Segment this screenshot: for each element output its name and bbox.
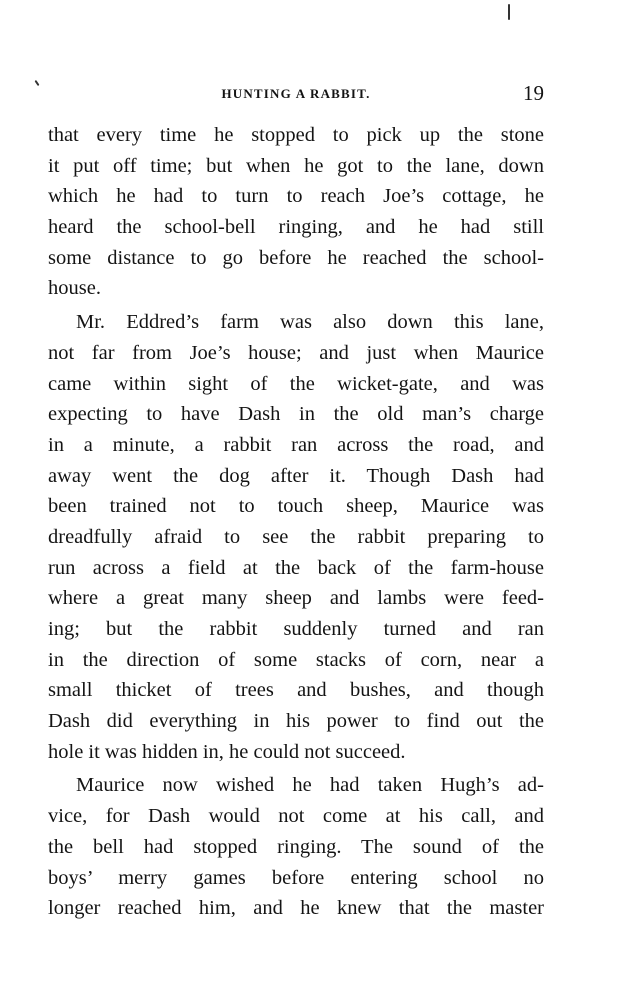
text-line: small thicket of trees and bushes, and though bbox=[48, 679, 544, 702]
text-line: away went the dog after it. Though Dash had bbox=[48, 464, 544, 487]
text-line: that every time he stopped to pick up the stone bbox=[48, 124, 544, 146]
text-line: in a minute, a rabbit ran across the road, and bbox=[48, 433, 544, 456]
text-line: dreadfully afraid to see the rabbit preparing to bbox=[48, 525, 544, 548]
page-number: 19 bbox=[523, 81, 544, 105]
text-line: vice, for Dash would not come at his call, and bbox=[48, 805, 544, 828]
text-line: hole it was hidden in, he could not succeed. bbox=[48, 740, 406, 763]
text-line: house. bbox=[48, 277, 101, 300]
paragraph-2 bbox=[48, 307, 544, 767]
running-head-title: HUNTING A RABBIT. bbox=[221, 86, 371, 101]
scan-speck-top-right bbox=[508, 4, 510, 20]
text-line: Mr. Eddred’s farm was also down this lane, bbox=[76, 311, 544, 334]
text-line: heard the school-bell ringing, and he had still bbox=[48, 216, 544, 239]
text-line: longer reached him, and he knew that the master bbox=[48, 897, 544, 920]
text-line: boys’ merry games before entering school no bbox=[48, 866, 544, 889]
text-line: expecting to have Dash in the old man’s charge bbox=[48, 403, 544, 426]
text-line: ing; but the rabbit suddenly turned and ran bbox=[48, 618, 544, 640]
text-line: some distance to go before he reached the school- bbox=[48, 246, 544, 269]
body-text bbox=[48, 120, 544, 924]
text-line: where a great many sheep and lambs were feed- bbox=[48, 587, 544, 610]
text-line: Dash did everything in his power to find out the bbox=[48, 710, 544, 733]
paragraph-3 bbox=[48, 770, 544, 923]
text-line: it put off time; but when he got to the lane, down bbox=[48, 154, 544, 177]
text-line: Maurice now wished he had taken Hugh’s ad- bbox=[76, 774, 544, 797]
text-line: which he had to turn to reach Joe’s cottage, he bbox=[48, 185, 544, 208]
text-line: been trained not to touch sheep, Maurice was bbox=[48, 495, 544, 518]
running-head bbox=[48, 81, 544, 106]
paragraph-1 bbox=[48, 120, 544, 304]
text-line: run across a field at the back of the farm-house bbox=[48, 556, 544, 579]
text-line: came within sight of the wicket-gate, and was bbox=[48, 372, 544, 395]
scan-speck-left bbox=[34, 80, 39, 86]
text-line: the bell had stopped ringing. The sound of the bbox=[48, 835, 544, 858]
text-line: not far from Joe’s house; and just when Maurice bbox=[48, 341, 544, 364]
text-line: in the direction of some stacks of corn, near a bbox=[48, 648, 544, 671]
